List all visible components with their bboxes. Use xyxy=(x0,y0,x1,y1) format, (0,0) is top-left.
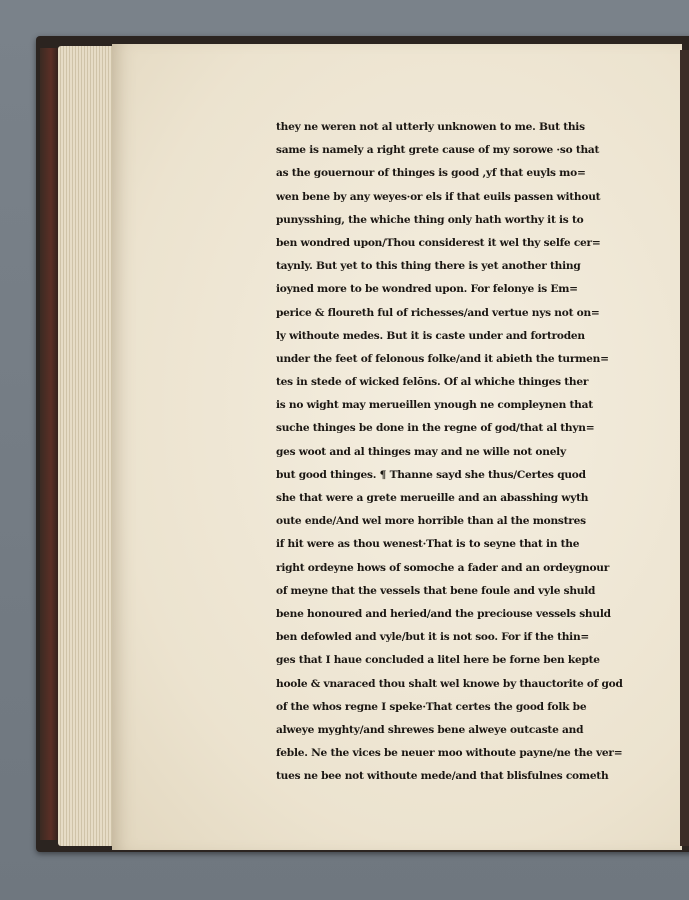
text-line: ges that I haue concluded a litel here be forne ben kepte xyxy=(276,654,600,667)
text-line: ioyned more to be wondred upon. For felonye is Em= xyxy=(276,283,578,296)
text-line: suche thinges be done in the regne of god/that al thyn= xyxy=(276,422,595,435)
text-line: ges woot and al thinges may and ne wille not onely xyxy=(276,445,566,458)
text-line: ben wondred upon/Thou considerest it wel thy selfe cer= xyxy=(276,236,601,249)
text-line: of meyne that the vessels that bene foule and vyle shuld xyxy=(276,584,596,597)
text-line: of the whos regne I speke·That certes the good folk be xyxy=(276,700,587,713)
text-line: ben defowled and vyle/but it is not soo. For if the thin= xyxy=(276,631,590,644)
text-line: they ne weren not al utterly unknowen to me. But this xyxy=(276,121,585,133)
text-line: punysshing, the whiche thing only hath worthy it is to xyxy=(276,213,584,226)
text-line: oute ende/And wel more horrible than al the monstres xyxy=(276,515,586,528)
text-line: feble. Ne the vices be neuer moo withoute payne/ne the ver= xyxy=(276,747,623,760)
page-edges xyxy=(58,46,118,846)
text-line: bene honoured and heried/and the preciouse vessels shuld xyxy=(276,607,611,620)
page-text xyxy=(276,116,636,788)
text-line: wen bene by any weyes·or els if that euils passen without xyxy=(276,190,601,203)
text-line: tes in stede of wicked felōns. Of al whiche thinges ther xyxy=(276,376,589,389)
text-line: same is namely a right grete cause of my sorowe ·so that xyxy=(276,144,600,157)
text-line: she that were a grete merueille and an abasshing wyth xyxy=(276,492,589,504)
text-line: tues ne bee not withoute mede/and that blisfulnes cometh xyxy=(276,770,609,783)
text-line: under the feet of felonous folke/and it abieth the turmen= xyxy=(276,352,609,365)
text-line: but good thinges. ¶ Thanne sayd she thus/Certes quod xyxy=(276,468,586,481)
text-line: taynly. But yet to this thing there is yet another thing xyxy=(276,260,581,273)
text-line: as the gouernour of thinges is good ,yf that euyls mo= xyxy=(276,167,586,180)
text-line: hoole & vnaraced thou shalt wel knowe by thauctorite of god xyxy=(276,677,623,690)
text-line: if hit were as thou wenest·That is to seyne that in the xyxy=(276,538,580,551)
text-line: perice & floureth ful of richesses/and vertue nys not on= xyxy=(276,306,600,319)
facing-page-edge xyxy=(680,50,689,846)
book-spine xyxy=(40,48,60,840)
text-line: ly withoute medes. But it is caste under and fortroden xyxy=(276,329,585,342)
text-line: is no wight may merueillen ynough ne compleynen that xyxy=(276,399,593,412)
text-line: right ordeyne hows of somoche a fader and an ordeygnour xyxy=(276,561,610,574)
text-line: alweye myghty/and shrewes bene alweye outcaste and xyxy=(276,723,584,736)
